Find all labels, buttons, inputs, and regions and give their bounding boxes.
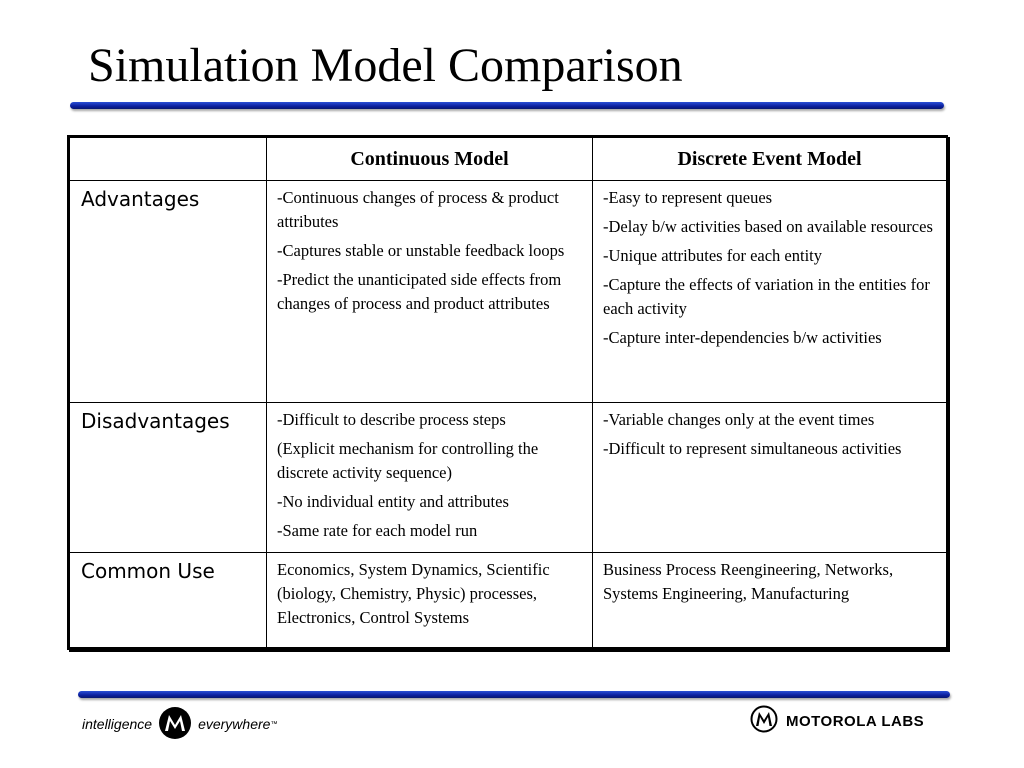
disadvantages-continuous-cell xyxy=(267,403,593,553)
disadvantages-discrete-cell xyxy=(593,403,947,553)
list-item: -Unique attributes for each entity xyxy=(603,246,823,265)
list-item: -Capture the effects of variation in the entities for each activity xyxy=(603,275,930,318)
list-item: -Difficult to describe process steps xyxy=(277,410,506,429)
motorola-batwing-icon xyxy=(750,705,778,737)
list-item: -Delay b/w activities based on available resources xyxy=(603,217,933,236)
list-item: -Same rate for each model run xyxy=(277,521,478,540)
list-item: -Capture inter-dependencies b/w activities xyxy=(603,328,882,347)
motorola-batwing-icon xyxy=(158,706,192,743)
table-row xyxy=(70,181,947,403)
common-use-discrete-cell xyxy=(593,553,947,648)
row-label-common-use: Common Use xyxy=(70,553,267,648)
logo-text-intelligence: intelligence xyxy=(82,716,153,732)
motorola-labs-logo xyxy=(750,706,924,736)
table-row xyxy=(70,403,947,553)
list-item: -Difficult to represent simultaneous activities xyxy=(603,439,902,458)
header-continuous-model: Continuous Model xyxy=(267,138,593,181)
advantages-continuous-cell xyxy=(267,181,593,403)
list-item: Economics, System Dynamics, Scientific (biology, Chemistry, Physic) processes, Electronics, Control Systems xyxy=(277,560,550,627)
list-item: -Captures stable or unstable feedback loops xyxy=(277,241,565,260)
row-label-advantages: Advantages xyxy=(70,181,267,403)
table-header-row xyxy=(70,138,947,181)
slide-title: Simulation Model Comparison xyxy=(88,39,683,92)
comparison-table xyxy=(67,135,948,650)
advantages-discrete-cell xyxy=(593,181,947,403)
list-item: -Predict the unanticipated side effects from changes of process and product attributes xyxy=(277,270,562,313)
list-item: -Easy to represent queues xyxy=(603,188,773,207)
list-item: -No individual entity and attributes xyxy=(277,492,509,511)
list-item: Business Process Reengineering, Networks, Systems Engineering, Manufacturing xyxy=(603,560,894,603)
footer-rule xyxy=(78,691,950,698)
corner-cell xyxy=(70,138,267,181)
intelligence-everywhere-logo xyxy=(82,707,277,741)
logo-text-everywhere: everywhere xyxy=(198,716,271,732)
title-underline xyxy=(70,102,944,109)
table-row xyxy=(70,553,947,648)
header-discrete-event-model: Discrete Event Model xyxy=(593,138,947,181)
list-item: (Explicit mechanism for controlling the discrete activity sequence) xyxy=(277,439,539,482)
row-label-disadvantages: Disadvantages xyxy=(70,403,267,553)
common-use-continuous-cell xyxy=(267,553,593,648)
logo-text-motorola-labs: MOTOROLA LABS xyxy=(786,712,925,730)
trademark-symbol: ™ xyxy=(270,720,278,728)
list-item: -Variable changes only at the event times xyxy=(603,410,875,429)
list-item: -Continuous changes of process & product attributes xyxy=(277,188,559,231)
